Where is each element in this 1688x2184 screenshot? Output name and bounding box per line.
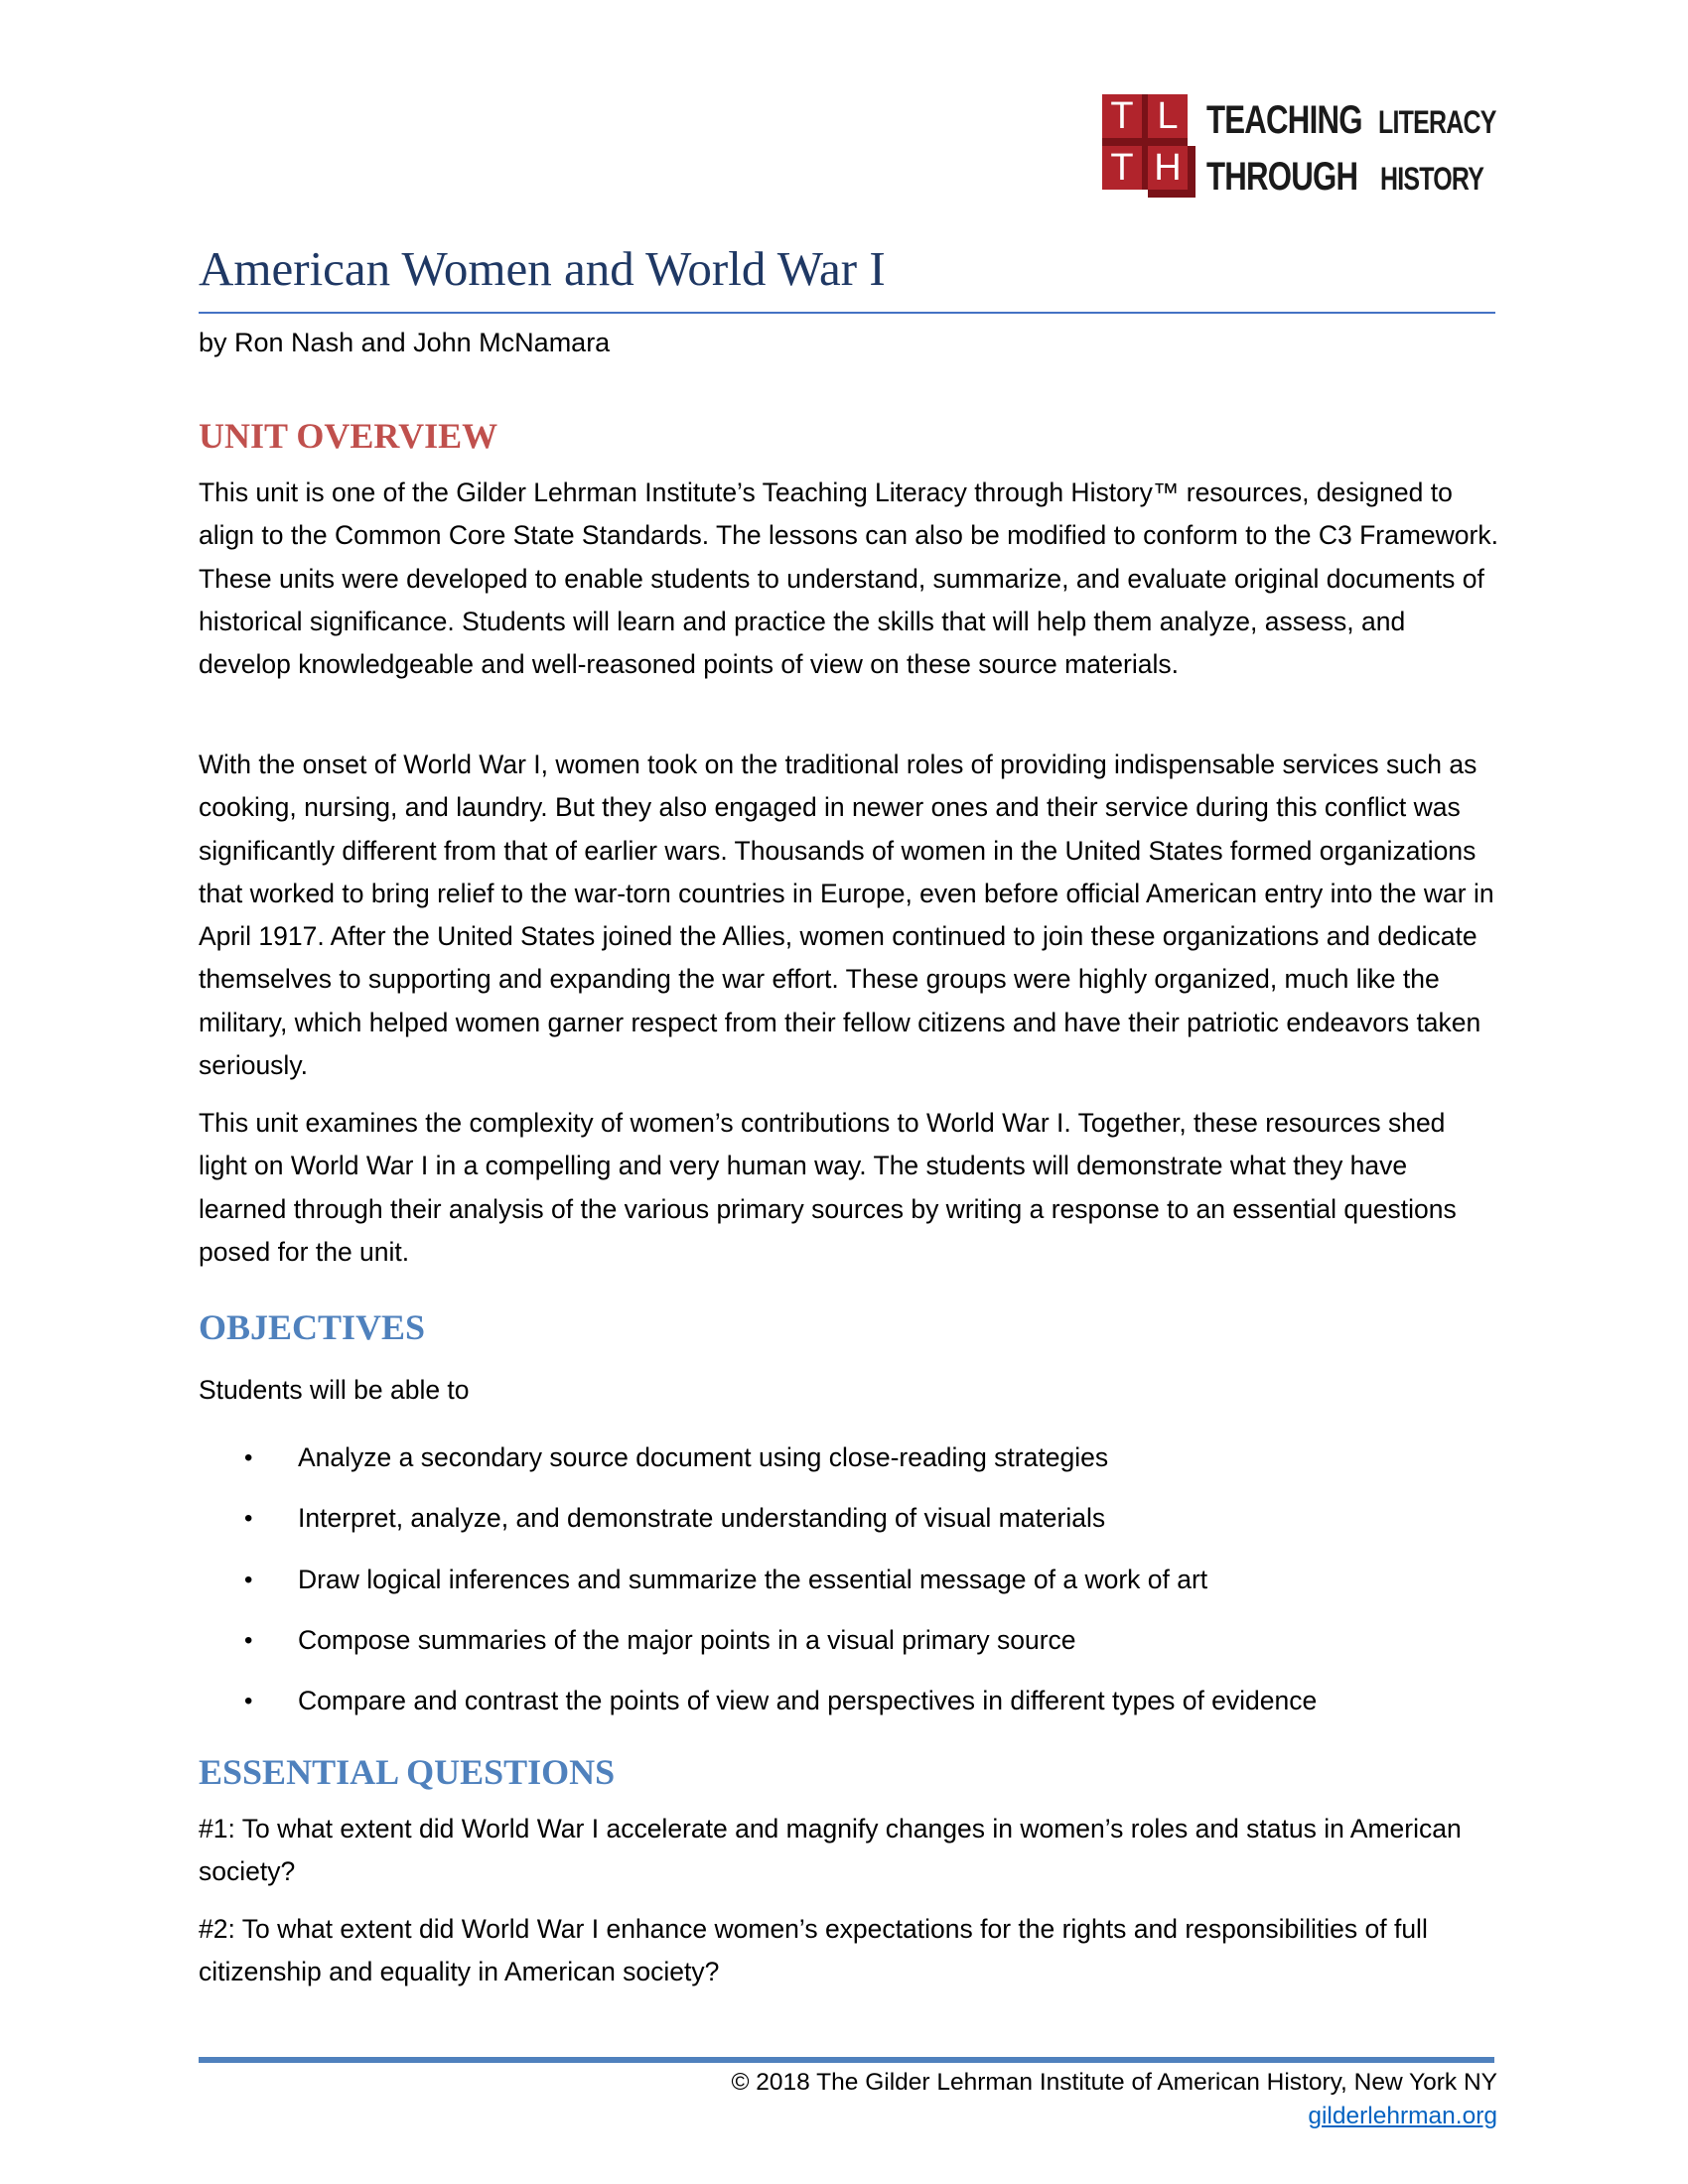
logo-letter-l: L xyxy=(1148,94,1188,138)
bullet-icon: • xyxy=(244,1626,253,1654)
objective-text: Interpret, analyze, and demonstrate understanding of visual materials xyxy=(298,1503,1106,1534)
document-title: American Women and World War I xyxy=(199,241,886,296)
bullet-icon: • xyxy=(244,1688,253,1715)
logo-letter-grid xyxy=(1102,94,1196,199)
logo-word-through: THROUGH xyxy=(1206,155,1358,199)
objectives-list xyxy=(199,1428,1489,1731)
logo-divider-horizontal xyxy=(1102,138,1188,146)
list-item xyxy=(199,1488,1489,1549)
logo-bottom-shadow xyxy=(1148,190,1196,198)
essential-question-1: #1: To what extent did World War I accelerate and magnify changes in women’s roles and status in American society? xyxy=(199,1814,1462,1887)
logo-letter-h: H xyxy=(1148,146,1188,190)
overview-paragraph-1: This unit is one of the Gilder Lehrman Institute’s Teaching Literacy through History™ resources, designed to align to the Common Core State Standards. The lessons can also be modified to conform to the C3 Framework. These units were developed to enable students to understand, summarize, and evaluate original documents of historical significance. Students will learn and practice the skills that will help them analyze, assess, and develop knowledgeable and well-reasoned points of view on these source materials. xyxy=(199,478,1498,680)
list-item xyxy=(199,1550,1489,1610)
logo-word-literacy: LITERACY xyxy=(1377,104,1496,140)
title-underline xyxy=(199,312,1495,314)
essential-question-2: #2: To what extent did World War I enhance women’s expectations for the rights and responsibilities of full citizenship and equality in American society? xyxy=(199,1914,1428,1987)
list-item xyxy=(199,1610,1489,1671)
logo-word-teaching: TEACHING xyxy=(1206,98,1362,142)
footer-rule xyxy=(199,2057,1494,2063)
bullet-icon: • xyxy=(244,1566,253,1593)
list-item xyxy=(199,1671,1489,1731)
objectives-intro: Students will be able to xyxy=(199,1375,470,1405)
essential-questions-heading: ESSENTIAL QUESTIONS xyxy=(199,1752,616,1792)
tlth-logo xyxy=(1102,94,1499,204)
bullet-icon: • xyxy=(244,1444,253,1471)
overview-paragraph-3: This unit examines the complexity of women’s contributions to World War I. Together, these resources shed light on World War I in a compelling and very human way. The students will demonstrate what they have learned through their analysis of the various primary sources by writing a response to an essential questions posed for the unit. xyxy=(199,1108,1457,1267)
objective-text: Analyze a secondary source document using close-reading strategies xyxy=(298,1442,1109,1472)
objective-text: Draw logical inferences and summarize the essential message of a work of art xyxy=(298,1564,1208,1594)
objective-text: Compose summaries of the major points in a visual primary source xyxy=(298,1624,1076,1655)
list-item xyxy=(199,1428,1489,1488)
objectives-heading: OBJECTIVES xyxy=(199,1307,426,1347)
logo-letter-t-top: T xyxy=(1102,94,1142,138)
overview-paragraph-2: With the onset of World War I, women took on the traditional roles of providing indispensable services such as cooking, nursing, and laundry. But they also engaged in newer ones and their service during this conflict was significantly different from that of earlier wars. Thousands of women in the United States formed organizations that worked to bring relief to the war-torn countries in Europe, even before official American entry into the war in April 1917. After the United States joined the Allies, women continued to join these organizations and dedicate themselves to supporting and expanding the war effort. These groups were highly organized, much like the military, which helped women garner respect from their fellow citizens and have their patriotic endeavors taken seriously. xyxy=(199,750,1494,1081)
byline: by Ron Nash and John McNamara xyxy=(199,328,611,357)
unit-overview-heading: UNIT OVERVIEW xyxy=(199,416,498,456)
logo-word-history: HISTORY xyxy=(1380,161,1484,197)
footer-website-link[interactable]: gilderlehrman.org xyxy=(1308,2103,1497,2129)
logo-wordmark xyxy=(1206,96,1504,209)
objective-text: Compare and contrast the points of view and perspectives in different types of evidence xyxy=(298,1686,1318,1716)
logo-letter-t-bottom: T xyxy=(1102,146,1142,190)
footer-copyright: © 2018 The Gilder Lehrman Institute of American History, New York NY xyxy=(731,2069,1497,2096)
bullet-icon: • xyxy=(244,1505,253,1533)
